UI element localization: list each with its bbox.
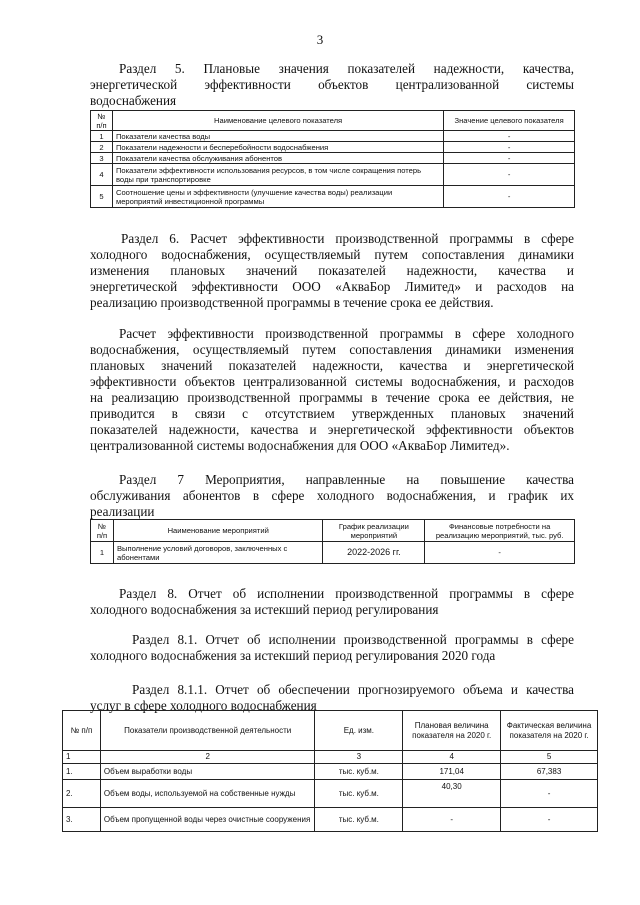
table-row [91,542,575,564]
table-row [63,780,598,808]
row-number: 1. [63,764,101,780]
page-number: 3 [316,32,324,47]
row-finance: - [425,542,575,564]
row-number: 2. [63,780,101,808]
column-number: 5 [501,751,598,764]
col-header-unit: Ед. изм. [315,711,403,751]
row-plan: 171,04 [403,764,501,780]
row-fact: - [501,780,598,808]
col-header-measures: Наименование мероприятий [113,520,323,542]
paragraph-line6: приводится в связи с отсутствием утвержденных плановых значений [90,406,574,421]
row-number: 4 [91,164,113,186]
section81-heading-line1: Раздел 8.1. Отчет об исполнении производственной программы в сфере [132,632,574,647]
col-header-finance: Финансовые потребности на реализацию мероприятий, тыс. руб. [425,520,575,542]
table-row [91,142,575,153]
row-name: Объем воды, используемой на собственные нужды [100,780,315,808]
row-name: Выполнение условий договоров, заключенных с абонентами [113,542,323,564]
paragraph-line1: Расчет эффективности производственной программы в сфере холодного [119,326,574,341]
row-name: Показатели надежности и бесперебойности водоснабжения [112,142,443,153]
row-value: - [444,131,575,142]
row-number: 1 [91,131,113,142]
section7-table [90,519,575,564]
column-number: 4 [403,751,501,764]
col-header-number: № п/п [63,711,101,751]
table-row [91,164,575,186]
table-row [91,131,575,142]
row-unit: тыс. куб.м. [315,780,403,808]
row-name: Объем выработки воды [100,764,315,780]
row-name: Показатели качества обслуживания абонентов [112,153,443,164]
paragraph-line5: на реализацию производственной программы в течение срока ее действия, не [90,390,574,405]
row-name: Объем пропущенной воды через очистные сооружения [100,808,315,832]
column-number: 2 [100,751,315,764]
paragraph-line4: эффективности объектов централизованной системы водоснабжения, и расходов [90,374,574,389]
row-number: 5 [91,186,113,208]
row-value: - [444,142,575,153]
row-number: 3 [91,153,113,164]
row-plan: - [403,808,501,832]
section8-heading-line1: Раздел 8. Отчет об исполнении производственной программы в сфере [119,586,574,601]
column-number: 1 [63,751,101,764]
section7-heading-line1: Раздел 7 Мероприятия, направленные на повышение качества [119,472,574,487]
section811-table [62,710,598,832]
paragraph-line7: показателей надежности, качества и энергетической эффективности объектов [90,422,574,437]
col-header-number: № п/п [91,111,113,131]
col-header-number: № п/п [91,520,114,542]
row-unit: тыс. куб.м. [315,764,403,780]
section811-heading-line1: Раздел 8.1.1. Отчет об обеспечении прогнозируемого объема и качества [132,682,574,697]
section5-heading-line2: энергетической эффективности объектов централизованной системы [90,77,574,92]
section5-heading-line1: Раздел 5. Плановые значения показателей надежности, качества, [119,61,574,76]
row-number: 1 [91,542,114,564]
row-number: 3. [63,808,101,832]
table-row [91,153,575,164]
col-header-plan: Плановая величина показателя на 2020 г. [403,711,501,751]
section8-heading-line2: холодного водоснабжения за истекший период регулирования [90,602,439,617]
row-plan: 40,30 [403,780,501,808]
section81-heading-line2: холодного водоснабжения за истекший период регулирования 2020 года [90,648,496,663]
section5-heading-line3: водоснабжения [90,93,177,108]
table-row [63,764,598,780]
row-name: Показатели эффективности использования ресурсов, в том числе сокращения потерь воды при транспортировке [112,164,443,186]
section811-heading-line2: услуг в сфере холодного водоснабжения [90,698,317,713]
row-unit: тыс. куб.м. [315,808,403,832]
paragraph-line8: централизованной системы водоснабжения для ООО «АкваБор Лимитед». [90,438,510,453]
section6-line3: изменения плановых значений показателей надежности, качества и [90,263,574,278]
table-header-row [63,711,598,751]
column-number: 3 [315,751,403,764]
row-value: - [444,186,575,208]
row-value: - [444,153,575,164]
paragraph-line2: водоснабжения, осуществляемый путем сопоставления динамики изменения [90,342,574,357]
row-fact: - [501,808,598,832]
row-value: - [444,164,575,186]
col-header-fact: Фактическая величина показателя на 2020 г. [501,711,598,751]
table-row [91,186,575,208]
section6-line1: Раздел 6. Расчет эффективности производственной программы в сфере [121,231,574,246]
row-name: Соотношение цены и эффективности (улучшение качества воды) реализации мероприятий инвестиционной программы [112,186,443,208]
section6-line5: реализацию производственной программы в течение срока ее действия. [90,295,494,310]
row-fact: 67,383 [501,764,598,780]
table-row [63,808,598,832]
section6-line4: энергетической эффективности ООО «АкваБор Лимитед» и расходов на [90,279,574,294]
col-header-indicators: Показатели производственной деятельности [100,711,315,751]
table-header-row [91,111,575,131]
col-header-indicator-name: Наименование целевого показателя [112,111,443,131]
section7-heading-line3: реализации [90,504,155,519]
paragraph-line3: плановых значений показателей надежности, качества и энергетической [90,358,574,373]
col-header-indicator-value: Значение целевого показателя [444,111,575,131]
section7-heading-line2: обслуживания абонентов в сфере холодного водоснабжения, и график их [90,488,574,503]
column-number-row [63,751,598,764]
table-header-row [91,520,575,542]
row-number: 2 [91,142,113,153]
col-header-schedule: График реализации мероприятий [323,520,425,542]
section5-table [90,110,575,208]
section6-line2: холодного водоснабжения, осуществляемый путем сопоставления динамики [90,247,574,262]
row-schedule: 2022-2026 гг. [323,542,425,564]
row-name: Показатели качества воды [112,131,443,142]
